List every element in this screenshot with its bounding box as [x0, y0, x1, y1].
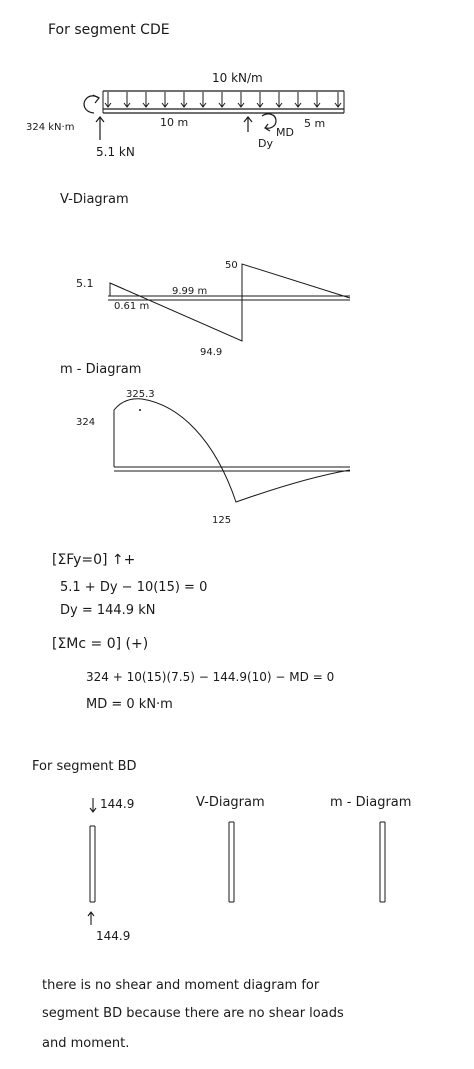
span-de-label: 5 m — [304, 117, 326, 130]
moment-arrow-d-icon — [262, 114, 276, 131]
force-arrow-c-icon — [96, 117, 104, 140]
bd-v-diagram-member — [229, 822, 234, 902]
v-diagram-start-segment — [110, 283, 124, 289]
v-diagram-title: V-Diagram — [60, 192, 129, 207]
force-bd-bottom-label: 144.9 — [96, 929, 131, 943]
equation-md-result: MD = 0 kN·m — [86, 697, 173, 712]
conclusion-line-2: segment BD because there are no shear loads — [42, 1006, 344, 1021]
reaction-arrow-d-icon — [244, 117, 252, 132]
beam-cde — [103, 91, 344, 113]
moment-c-label: 324 kN·m — [26, 122, 75, 133]
moment-arrow-c-icon — [84, 95, 99, 113]
m-peak-label: 325.3 — [126, 389, 155, 400]
m-min-label: 125 — [212, 515, 232, 526]
equation-sum-fy: [ΣFy=0] ↑+ — [52, 552, 136, 568]
span-cd-label: 10 m — [160, 116, 189, 129]
v-max-label: 50 — [225, 260, 238, 271]
m-diagram-title: m - Diagram — [60, 362, 142, 377]
m-diagram-baseline — [114, 467, 350, 471]
force-arrow-bd-top-icon — [90, 798, 96, 812]
reaction-d-label: Dy — [258, 137, 273, 150]
conclusion-line-3: and moment. — [42, 1036, 130, 1051]
v-length-label: 9.99 m — [172, 286, 208, 297]
force-bd-top-label: 144.9 — [100, 797, 135, 811]
m-peak-dot — [139, 409, 141, 411]
member-bd — [90, 826, 95, 902]
equation-sum-mc: [ΣMc = 0] (+) — [52, 636, 149, 652]
moment-d-label: MD — [276, 126, 294, 139]
equation-dy-result: Dy = 144.9 kN — [60, 603, 156, 618]
distributed-load-label: 10 kN/m — [212, 71, 263, 85]
distributed-load-arrows — [105, 92, 341, 107]
equation-fy-expand: 5.1 + Dy − 10(15) = 0 — [60, 580, 208, 595]
bd-m-diagram-title: m - Diagram — [330, 795, 412, 810]
conclusion-line-1: there is no shear and moment diagram for — [42, 978, 320, 993]
v-start-label: 5.1 — [76, 277, 94, 290]
equation-mc-expand: 324 + 10(15)(7.5) − 144.9(10) − MD = 0 — [86, 670, 335, 684]
v-zero-label: 0.61 m — [114, 301, 150, 312]
v-min-label: 94.9 — [200, 347, 223, 358]
m-diagram-curve — [114, 399, 350, 502]
bd-m-diagram-member — [380, 822, 385, 902]
segment-cde-title: For segment CDE — [48, 22, 170, 38]
m-start-label: 324 — [76, 417, 96, 428]
segment-bd-title: For segment BD — [32, 759, 137, 774]
bd-v-diagram-title: V-Diagram — [196, 795, 265, 810]
force-c-label: 5.1 kN — [96, 145, 135, 159]
force-arrow-bd-bottom-icon — [88, 912, 94, 925]
